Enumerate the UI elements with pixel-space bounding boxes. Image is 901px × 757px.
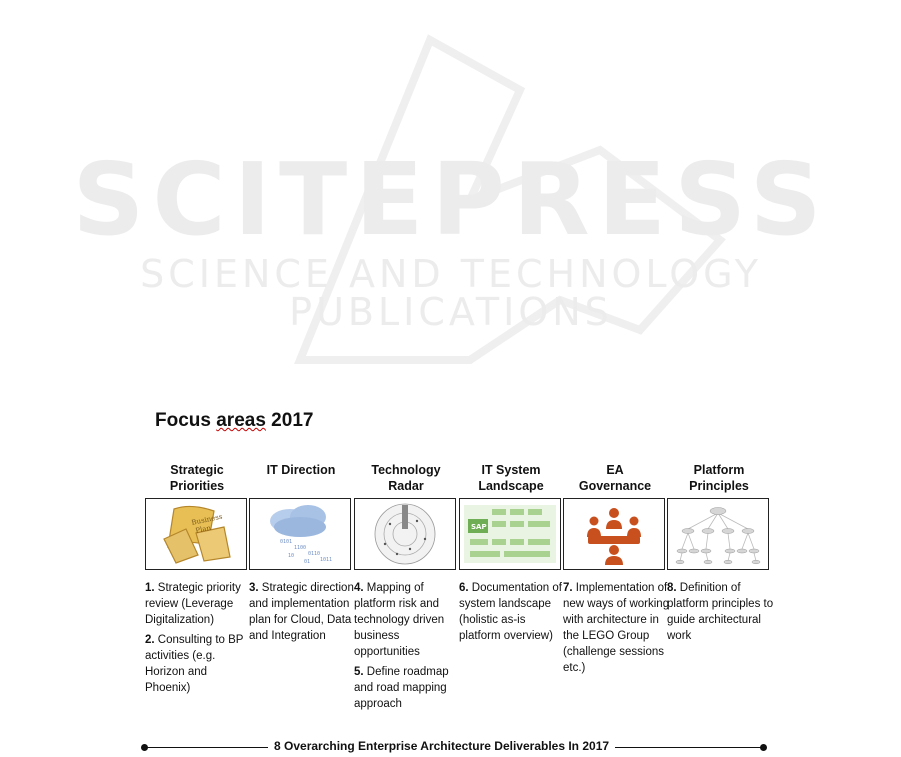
system-landscape-icon: [459, 498, 561, 570]
column-description: [354, 580, 462, 716]
deliverable-7: 7. Implementation of new ways of working with architecture in the LEGO Group (challenge sessions etc.): [563, 582, 670, 674]
footer-right-dot: [760, 744, 767, 751]
column-strategic-priorities: [145, 462, 249, 694]
svg-text:0101: 0101: [280, 539, 293, 545]
column-it-system-landscape: [459, 462, 563, 642]
watermark-subtitle: SCIENCE AND TECHNOLOGY PUBLICATIONS: [140, 252, 762, 334]
deliverable-6: 6. Documentation of system landscape (holistic as-is platform overview): [459, 582, 562, 642]
deliverable-5: 5. Define roadmap and road mapping approach: [354, 666, 449, 710]
title-prefix: Focus: [155, 410, 217, 431]
footer-caption: 8 Overarching Enterprise Architecture Deliverables In 2017: [268, 739, 615, 753]
svg-text:1100: 1100: [294, 545, 307, 551]
technology-radar-icon: [354, 498, 456, 570]
column-heading: Technology Radar: [371, 463, 441, 493]
column-platform-principles: [667, 462, 774, 642]
column-heading: Platform Principles: [689, 463, 749, 493]
column-heading: IT System Landscape: [478, 463, 544, 493]
svg-text:01: 01: [304, 559, 311, 565]
svg-text:Business: Business: [190, 512, 224, 527]
column-description: [563, 580, 671, 680]
page-title: [155, 410, 313, 432]
column-heading: EA Governance: [578, 463, 652, 493]
cloud-data-icon: [249, 498, 351, 570]
column-it-direction: [249, 462, 354, 642]
column-description: [459, 580, 567, 648]
watermark-title: SCITEPRESS: [72, 141, 830, 258]
svg-text:SAP: SAP: [471, 523, 487, 531]
svg-text:1011: 1011: [320, 557, 333, 563]
business-plan-scroll-icon: [145, 498, 247, 570]
principles-tree-icon: [667, 498, 769, 570]
svg-text:10: 10: [288, 553, 295, 559]
column-heading: Strategic Priorities: [169, 463, 225, 493]
deliverable-2: 2. Consulting to BP activities (e.g. Horizon and Phoenix): [145, 634, 244, 694]
deliverable-4: 4. Mapping of platform risk and technology driven business opportunities: [354, 582, 445, 658]
column-technology-radar: [354, 462, 458, 710]
column-description: [667, 580, 775, 648]
deliverable-8: 8. Definition of platform principles to guide architectural work: [667, 582, 774, 642]
svg-text:Plan: Plan: [194, 523, 212, 535]
title-suffix: 2017: [265, 410, 314, 431]
column-description: [145, 580, 253, 700]
title-underlined-word: areas: [216, 410, 266, 431]
meeting-people-icon: [563, 498, 665, 570]
column-ea-governance: [563, 462, 670, 674]
deliverable-3: 3. Strategic direction and implementation plan for Cloud, Data and Integration: [249, 582, 354, 642]
column-description: [249, 580, 357, 648]
column-heading: IT Direction: [266, 463, 336, 477]
svg-text:0110: 0110: [308, 551, 321, 557]
deliverable-1: 1. Strategic priority review (Leverage Digitalization): [145, 582, 241, 626]
footer-left-dot: [141, 744, 148, 751]
